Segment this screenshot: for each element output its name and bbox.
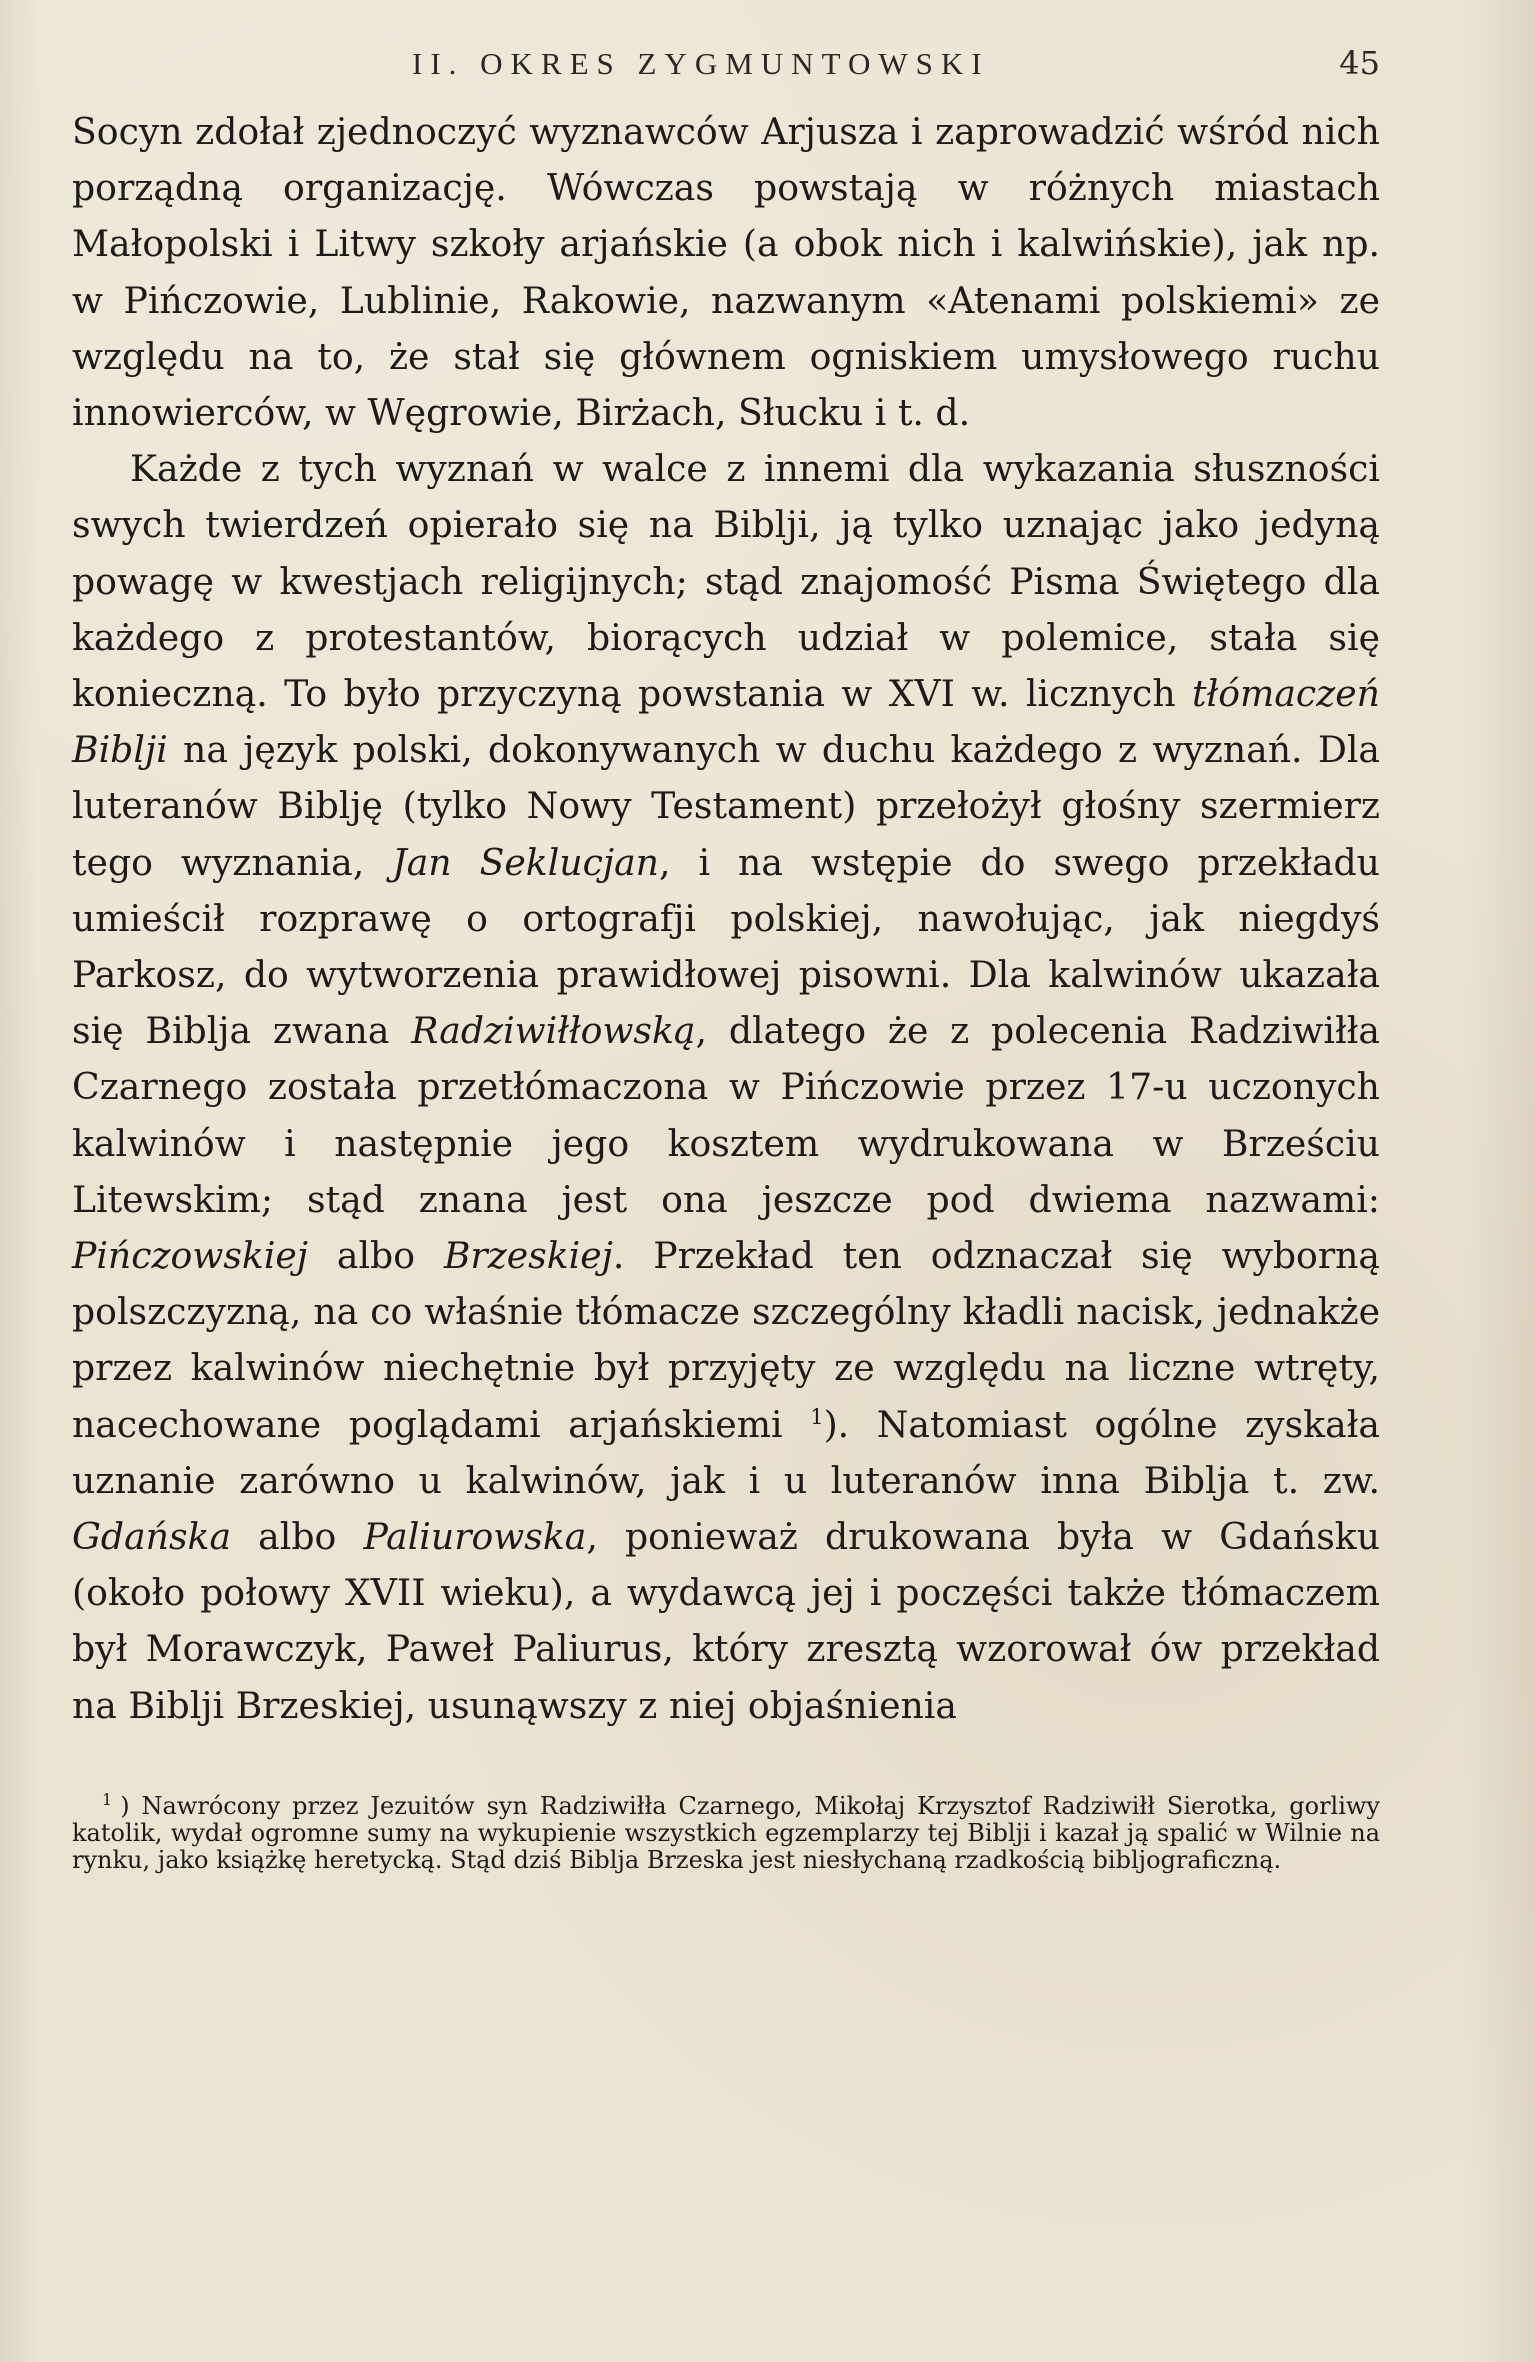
- italic-title-radziwillowska: Radziwiłłowską: [411, 1009, 696, 1053]
- paragraph-text-segment: , i na wstępie do swego przekładu umieścił rozprawę o ortografji polskiej, nawołując, jak niegdyś Parkosz, do wytworzenia prawidłowej pisowni. Dla kalwinów ukazała się Biblja zwana: [72, 840, 1380, 1053]
- footnotes: [72, 1789, 1380, 1875]
- italic-title-pinczowska: Pińczowskiej: [72, 1234, 309, 1278]
- footnote-text: ) Nawrócony przez Jezuitów syn Radziwiłła Czarnego, Mikołaj Krzysztof Radziwiłł Sierotka, gorliwy katolik, wydał ogromne sumy na wykupienie wszystkich egzemplarzy tej Biblji i kazał ją spalić w Wilnie na rynku, jako książkę heretycką. Stąd dziś Biblja Brzeska jest niesłychaną rzadkością bibljograficzną.: [72, 1791, 1380, 1875]
- italic-name-jan-seklucjan: Jan Seklucjan: [392, 840, 659, 884]
- paragraph-text-segment: albo: [308, 1234, 444, 1278]
- paragraph-text-segment: , ponieważ drukowana była w Gdańsku (około połowy XVII wieku), a wydawcą jej i poczęści także tłómaczem był Morawczyk, Paweł Paliurus, który zresztą wzorował ów przekład na Biblji Brzeskiej, usunąwszy z niej objaśnienia: [72, 1515, 1380, 1727]
- italic-title-brzeska: Brzeskiej: [443, 1234, 613, 1278]
- italic-title-gdanska: Gdańska: [72, 1515, 232, 1559]
- running-title: II. OKRES ZYGMUNTOWSKI: [412, 46, 990, 81]
- paragraph-text-segment: . Przekład ten odznaczał się wyborną polszczyzną, na co właśnie tłómacze szczególny kładli nacisk, jednakże przez kalwinów niechętnie był przyjęty ze względu na liczne wtręty, nacechowane poglądami arjańskiemi: [72, 1234, 1380, 1446]
- paragraph-text-segment: , dlatego że z polecenia Radziwiłła Czarnego została przetłómaczona w Pińczowie przez 17-u uczonych kalwinów i następnie jego kosztem wydrukowana w Brześciu Litewskim; stąd znana jest ona jeszcze pod dwiema nazwami:: [72, 1009, 1380, 1221]
- footnote-1: [72, 1789, 1380, 1875]
- paragraph-text-segment: Każde z tych wyznań w walce z innemi dla wykazania słuszności swych twierdzeń opierało się na Biblji, ją tylko uznając jako jedyną powagę w kwestjach religijnych; stąd znajomość Pisma Świętego dla każdego z protestantów, biorących udział w polemice, stała się konieczną. To było przyczyną powstania w XVI w. licznych: [72, 447, 1380, 716]
- footnote-marker: 1: [102, 1789, 113, 1809]
- running-head: [72, 38, 1380, 90]
- italic-title-paliurowska: Paliurowska: [363, 1515, 587, 1559]
- footnote-reference: 1: [810, 1404, 824, 1429]
- paragraph-text-segment: na język polski, dokonywanych w duchu każdego z wyznań. Dla luteranów Biblję (tylko Nowy Testament) przełożył głośny szermierz tego wyznania,: [72, 728, 1380, 884]
- paragraph-bible-translations: [72, 441, 1380, 1734]
- paragraph-text-segment: albo: [231, 1515, 364, 1559]
- paragraph-socyn: Socyn zdołał zjednoczyć wyznawców Arjusza i zaprowadzić wśród nich porządną organizację. Wówczas powstają w różnych miastach Małopolski i Litwy szkoły arjańskie (a obok nich i kalwińskie), jak np. w Pińczowie, Lublinie, Rakowie, nazwanym «Atenami polskiemi» ze względu na to, że stał się głównem ogniskiem umysłowego ruchu innowierców, w Węgrowie, Birżach, Słucku i t. d.: [72, 110, 1380, 435]
- page-number: 45: [1339, 44, 1380, 82]
- italic-term-bible-translations: tłómaczeń Biblji: [72, 672, 1380, 772]
- main-text: [72, 104, 1380, 1734]
- paragraph-text-segment: ). Natomiast ogólne zyskała uznanie zarówno u kalwinów, jak i u luteranów inna Biblja t. zw.: [72, 1402, 1380, 1502]
